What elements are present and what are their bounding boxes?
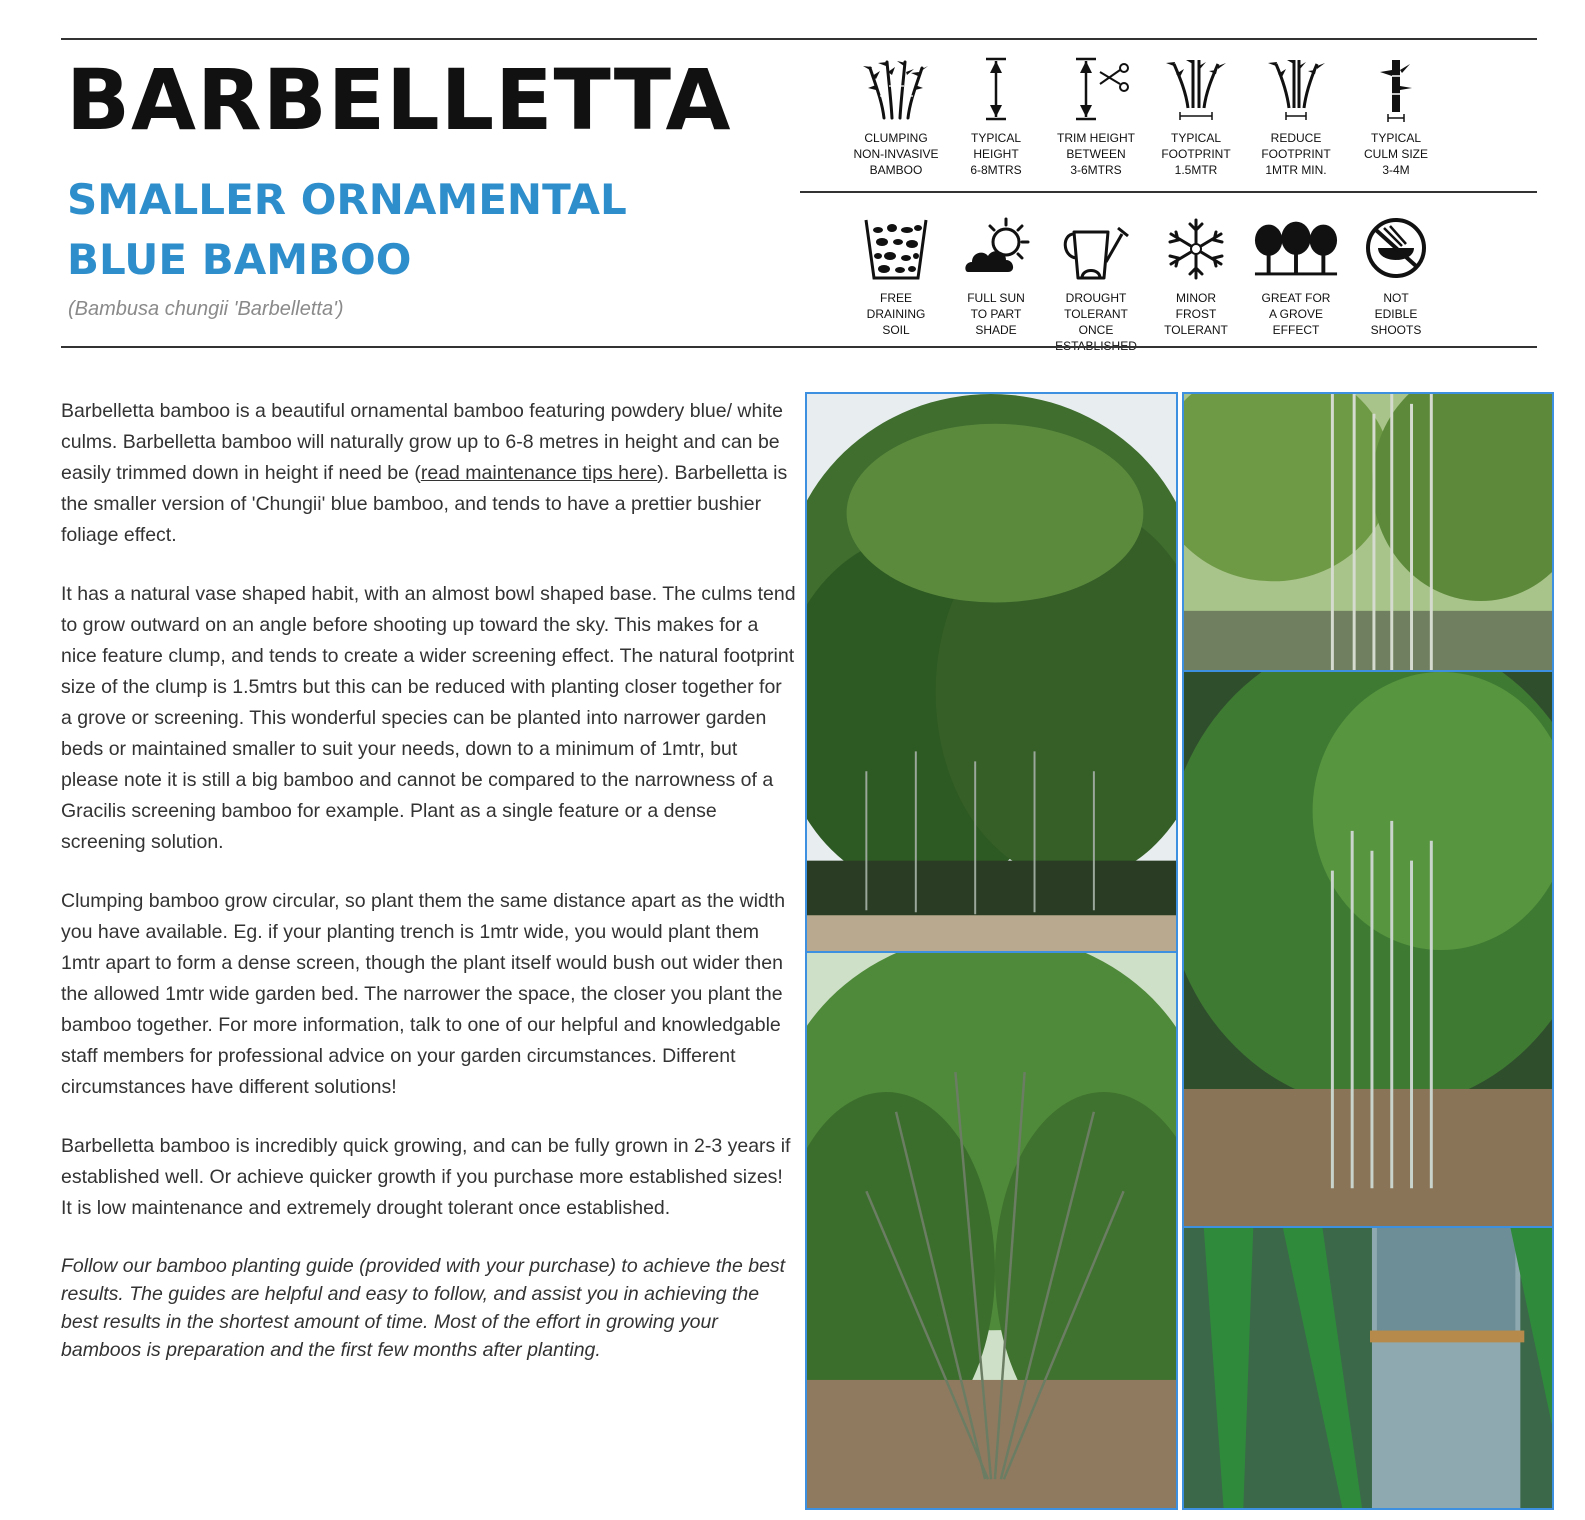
label-line: 1MTR MIN. [1265, 163, 1327, 177]
paragraph-habit: It has a natural vase shaped habit, with an almost bowl shaped base. The culms tend to grow outward on an angle before shooting up toward the sky. This makes for a nice feature clump, and tends to create a wider screening effect. The natural footprint size of the clump is 1.5mtrs but this can be reduced with planting closer together for a grove or screening. This wonderful species can be planted into narrower garden beds or maintained smaller to suit your needs, down to a minimum of 1mtr, but please note it is still a big bamboo and cannot be compared to the narrowness of a Gracilis screening bamboo for example. Plant as a single feature or a dense screening solution. [61, 583, 796, 853]
label-line: GREAT FOR [1261, 291, 1331, 305]
label-line: REDUCE [1270, 131, 1322, 145]
photo-bamboo-vase-habit [805, 951, 1178, 1510]
label-line: FOOTPRINT [1261, 147, 1331, 161]
footprint-icon [1162, 56, 1230, 122]
feature-free-draining-soil [846, 216, 946, 354]
label-line: HEIGHT [973, 147, 1019, 161]
botanical-name: (Bambusa chungii 'Barbelletta') [68, 298, 344, 320]
snowflake-icon [1162, 216, 1230, 282]
maintenance-tips-link[interactable]: read maintenance tips here [420, 462, 658, 484]
label-line: CLUMPING [864, 131, 928, 145]
label-line: EDIBLE [1374, 307, 1418, 321]
grove-trees-icon [1253, 216, 1339, 282]
trim-height-icon [1062, 56, 1130, 122]
label-line: 1.5MTR [1174, 163, 1218, 177]
label-line: A GROVE [1268, 307, 1324, 321]
photo-culm-node-detail [1182, 1226, 1554, 1510]
feature-reduce-footprint [1246, 56, 1346, 178]
feature-typical-footprint [1146, 56, 1246, 178]
feature-icons-row-2 [846, 216, 1446, 354]
label-line: DRAINING [866, 307, 926, 321]
reduce-footprint-icon [1262, 56, 1330, 122]
label-line: SOIL [882, 323, 910, 337]
feature-frost-tolerant [1146, 216, 1246, 354]
feature-typical-height [946, 56, 1046, 178]
feature-not-edible [1346, 216, 1446, 354]
label-line: CULM SIZE [1363, 147, 1428, 161]
culm-size-icon [1362, 56, 1430, 122]
label-line: BAMBOO [869, 163, 923, 177]
paragraph-spacing: Clumping bamboo grow circular, so plant them the same distance apart as the width you have available. Eg. if your planting trench is 1mtr wide, you would plant them 1mtr apart to form a dense screen, though the plant itself would bush out wider then the allowed 1mtr wide garden bed. The narrower the space, the closer you plant the bamboo together. For more information, talk to one of our helpful and knowledgable staff members for professional advice on your garden circumstances. Different circumstances have different solutions! [61, 890, 786, 1098]
label-line: TYPICAL [1370, 131, 1421, 145]
feature-grove-effect [1246, 216, 1346, 354]
paragraph-growth: Barbelletta bamboo is incredibly quick growing, and can be fully grown in 2-3 years if established well. Or achieve quicker growth if you purchase more established sizes! It is low maintenance and extremely drought tolerant once established. [61, 1135, 791, 1219]
label-line: TRIM HEIGHT [1057, 131, 1135, 145]
label-line: FOOTPRINT [1161, 147, 1231, 161]
subtitle-line-2: BLUE BAMBOO [67, 235, 412, 284]
page-subtitle [67, 170, 707, 290]
top-rule [61, 38, 1537, 40]
label-line: FULL SUN [967, 291, 1025, 305]
feature-icons-row-1 [846, 56, 1446, 178]
label-line: EFFECT [1272, 323, 1320, 337]
label-line: TYPICAL [1170, 131, 1221, 145]
label-line: 3-4M [1382, 163, 1410, 177]
label-line: SHOOTS [1370, 323, 1422, 337]
label-line: FREE [879, 291, 912, 305]
sun-shade-icon [962, 216, 1030, 282]
label-line: MINOR [1175, 291, 1216, 305]
label-line: DROUGHT [1065, 291, 1127, 305]
label-line: NOT [1383, 291, 1409, 305]
label-line: 3-6MTRS [1070, 163, 1122, 177]
feature-culm-size [1346, 56, 1446, 178]
free-draining-soil-icon [862, 216, 930, 282]
feature-trim-height [1046, 56, 1146, 178]
photo-blue-culms-closeup [1182, 392, 1554, 672]
photo-bamboo-clump-hedge [805, 392, 1178, 953]
feature-sun-shade [946, 216, 1046, 354]
label-line: TOLERANT [1164, 323, 1228, 337]
paragraph-intro: Barbelletta bamboo is a beautiful ornamental bamboo featuring powdery blue/ white culms. Barbelletta bamboo will naturally grow up to 6-8 metres in height and can be easily trimmed down in height if need be (read maintenance tips here). Barbelletta is the smaller version of 'Chungii' blue bamboo, and tends to have a prettier bushier foliage effect. [61, 400, 788, 546]
label-line: 6-8MTRS [970, 163, 1022, 177]
header-bottom-rule [61, 346, 1537, 348]
description-text [61, 396, 796, 1392]
feature-drought-tolerant [1046, 216, 1146, 354]
photo-bamboo-feature-clump [1182, 670, 1554, 1228]
paragraph-planting-guide: Follow our bamboo planting guide (provided with your purchase) to achieve the best results. The guides are helpful and easy to follow, and assist you in achieving the best results in the shortest amount of time. Most of the effort in growing your bamboos is preparation and the first few months after planting. [61, 1255, 786, 1361]
label-line: BETWEEN [1066, 147, 1126, 161]
feature-clumping [846, 56, 946, 178]
not-edible-icon [1362, 216, 1430, 282]
height-arrow-icon [962, 56, 1030, 122]
label-line: NON-INVASIVE [853, 147, 939, 161]
label-line: TOLERANT ONCE [1064, 307, 1128, 337]
label-line: SHADE [975, 323, 1017, 337]
icon-divider-rule [800, 191, 1537, 193]
label-line: FROST [1175, 307, 1217, 321]
label-line: TYPICAL [970, 131, 1021, 145]
label-line: TO PART [970, 307, 1022, 321]
watering-can-icon [1062, 216, 1130, 282]
subtitle-line-1: SMALLER ORNAMENTAL [67, 175, 627, 224]
clumping-bamboo-icon [862, 56, 930, 122]
page-title: BARBELLETTA [66, 51, 732, 149]
